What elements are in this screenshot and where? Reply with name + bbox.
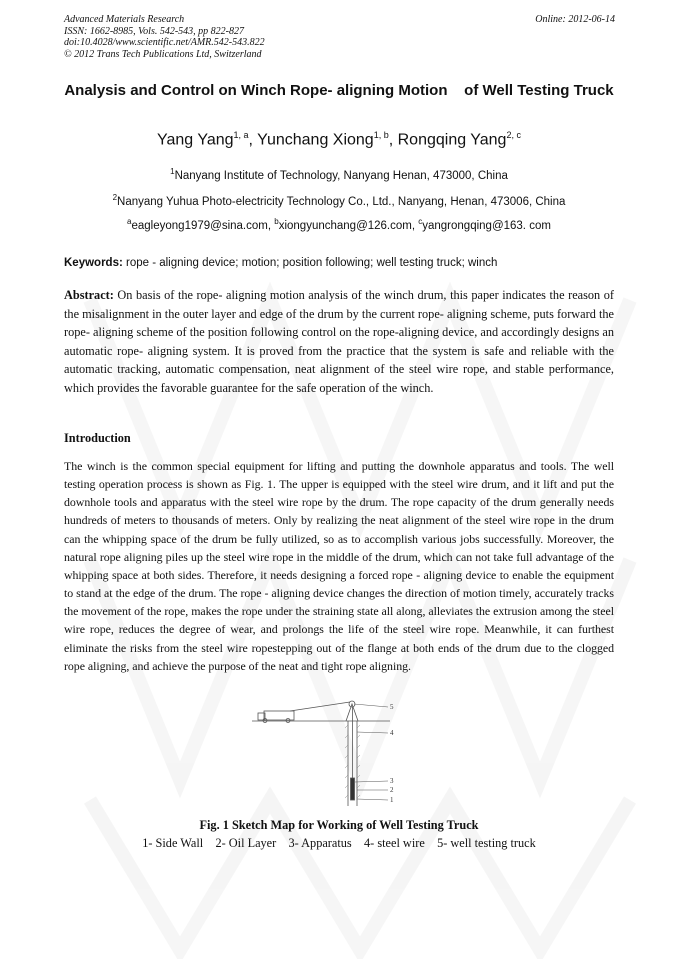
section-heading-introduction: Introduction bbox=[64, 431, 131, 445]
abstract-text: On basis of the rope- aligning motion analysis of the winch drum, this paper indicates the reason of the misalignment in the outer layer and edge of the drum by the current rope- aligning scheme, puts forward the rope- aligning scheme of the position following control on the rope-aligning device, and accordingly designs an automatic rope- aligning system. It is proved from the practice that the system is safe and reliable with the automatic tracking, automatic compensation, neat alignment of the steel wire rope, and stable performance, which provides the favorable guarantee for the safe operation of the winch. bbox=[64, 288, 614, 395]
email[interactable]: xiongyunchang@126.com, bbox=[278, 219, 419, 232]
journal-name: Advanced Materials Research bbox=[64, 14, 185, 25]
affiliation-1 bbox=[0, 167, 678, 182]
figure-sketch bbox=[250, 698, 400, 813]
figure-label: 5 bbox=[390, 703, 394, 711]
email-line bbox=[0, 217, 678, 232]
author-superscript: 1, b bbox=[373, 130, 389, 140]
introduction-paragraph: The winch is the common special equipment for lifting and putting the downhole apparatus and tools. The well testing operation process is shown as Fig. 1. The upper is equipped with the steel wire drum, and it lift and put the downhole tools and apparatus with the steel wire rope by the drum. The rope capacity of the drum generally needs hundreds of meters to thousands of meters. Only by realizing the neat alignment of the steel wire rope in the drum can the whipping space of the drum be fully utilized, so as to accomplish various jobs successfully. Moreover, the natural rope aligning piles up the steel wire rope in the middle of the drum, which can not take full advantage of the whipping space at both sides. Therefore, it needs designing a forced rope - aligning device to enable the equipment to stand at the edge of the drum. The rope - aligning device changes the direction of motion timely, accurately tracks the movement of the rope, makes the rope under the straining state all along, alleviates the extrusion among the steel wire rope, reduces the degree of wear, and prolongs the life of the steel wire rope. Meanwhile, it can furthest eliminate the risks from the steel wire ropestepping out of the flange at both ends of the drum due to the clogged rope aligning, and achieve the purpose of the neat and tight rope aligning. bbox=[64, 459, 614, 673]
affiliation-text: Nanyang Yuhua Photo-electricity Technology Co., Ltd., Nanyang, Henan, 473006, China bbox=[117, 195, 566, 208]
author-separator: , bbox=[248, 131, 258, 149]
online-date: Online: 2012-06-14 bbox=[535, 14, 615, 25]
keywords-text: rope - aligning device; motion; position following; well testing truck; winch bbox=[122, 257, 498, 269]
figure-label: 2 bbox=[390, 786, 394, 794]
email-superscript: b bbox=[274, 217, 279, 226]
issn-line: ISSN: 1662-8985, Vols. 542-543, pp 822-827 bbox=[64, 25, 244, 37]
doi-line: doi:10.4028/www.scientific.net/AMR.542-543.822 bbox=[64, 37, 265, 48]
affiliation-2 bbox=[0, 193, 678, 208]
keywords-block bbox=[64, 257, 616, 269]
copyright-line: © 2012 Trans Tech Publications Ltd, Switzerland bbox=[64, 48, 262, 60]
affiliation-superscript: 1 bbox=[170, 167, 175, 176]
email-superscript: c bbox=[418, 217, 423, 226]
abstract-block bbox=[64, 286, 614, 398]
author: Rongqing Yang bbox=[397, 131, 507, 149]
author-list bbox=[0, 130, 678, 149]
journal-info bbox=[64, 14, 265, 60]
apparatus bbox=[351, 778, 355, 800]
figure-legend: 1- Side Wall 2- Oil Layer 3- Apparatus 4- steel wire 5- well testing truck bbox=[142, 836, 536, 850]
figure-label: 3 bbox=[390, 777, 394, 785]
author-separator: , bbox=[388, 131, 398, 149]
affiliation-superscript: 2 bbox=[112, 193, 118, 202]
email[interactable]: eagleyong1979@sina.com, bbox=[131, 219, 275, 232]
figure-label: 4 bbox=[390, 729, 394, 737]
derrick bbox=[346, 704, 358, 721]
email-superscript: a bbox=[127, 217, 132, 226]
affiliation-text: Nanyang Institute of Technology, Nanyang Henan, 473000, China bbox=[174, 169, 508, 182]
figure-label: 1 bbox=[390, 796, 394, 804]
figure-caption: Fig. 1 Sketch Map for Working of Well Testing Truck bbox=[199, 818, 479, 832]
paper-title: Analysis and Control on Winch Rope- aligning Motion of Well Testing Truck bbox=[64, 82, 614, 99]
author-superscript: 2, c bbox=[506, 130, 521, 140]
keywords-label: Keywords: bbox=[64, 257, 123, 269]
abstract-label: Abstract: bbox=[64, 288, 114, 302]
author: Yunchang Xiong bbox=[257, 131, 374, 149]
author: Yang Yang bbox=[157, 131, 234, 149]
email[interactable]: yangrongqing@163. com bbox=[422, 219, 551, 232]
steel-wire bbox=[290, 702, 350, 711]
author-superscript: 1, a bbox=[233, 130, 249, 140]
